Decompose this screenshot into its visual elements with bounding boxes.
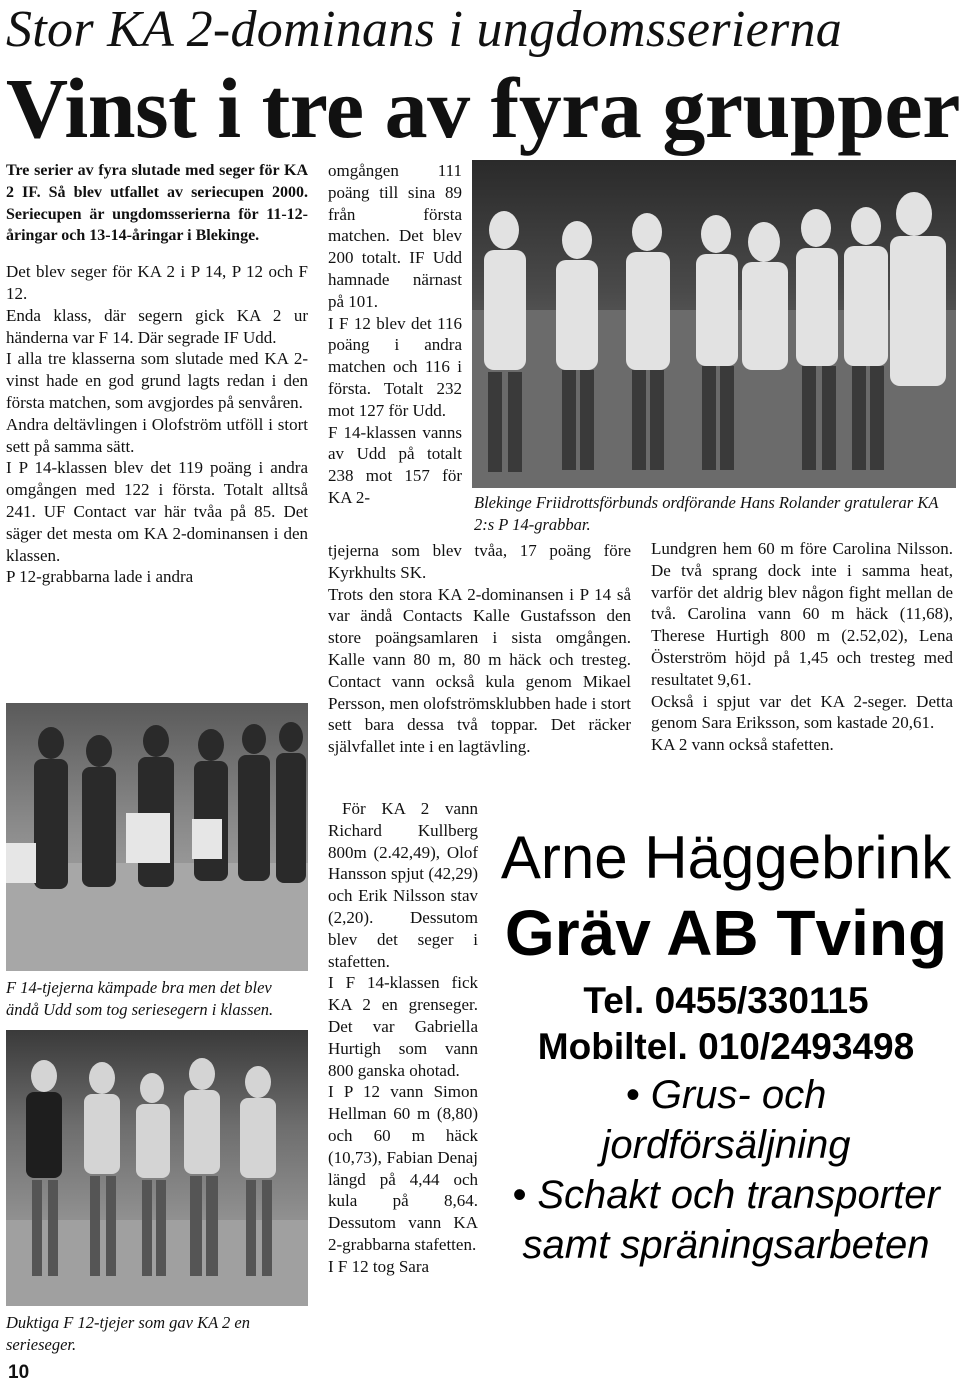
paragraph: I F 14-klassen fick KA 2 en grenseger. Det var Gabriella Hurtigh som vann 800 ganska ohotad. (328, 973, 478, 1080)
photo-f12-image (6, 1030, 308, 1306)
photo-p14-image (472, 160, 956, 488)
paragraph: I alla tre klasserna som slutade med KA 2-vinst hade en god grund lagts redan i den första matchen, som avgjordes på senvåren. (6, 349, 308, 412)
paragraph: I P 14-klassen blev det 119 poäng i andra omgången med 122 i första. Totalt alltså 241. UF Contact var här tvåa på 85. Det säger det mesta om KA 2-dominansen i den klassen. (6, 458, 308, 565)
paragraph: För KA 2 vann Richard Kullberg 800m (2.42,49), Olof Hansson spjut (42,29) och Erik Nilsson stav (2,20). Dessutom blev det seger i stafetten. (328, 799, 478, 971)
article-column-1 (6, 160, 308, 588)
paragraph: I F 12 blev det 116 poäng i andra matchen och 116 i första. Totalt 232 mot 127 för Udd. (328, 313, 462, 420)
article-column-2 (328, 160, 462, 509)
article-column-3 (651, 538, 953, 756)
paragraph: I F 12 tog Sara (328, 1256, 430, 1276)
paragraph: omgången 111 poäng till sina 89 från första matchen. Det blev 200 totalt. IF Udd hamnade närnast på 101. (328, 161, 462, 311)
ad-company: Gräv AB Tving (504, 897, 948, 969)
paragraph: Lundgren hem 60 m före Carolina Nilsson. De två sprang dock inte i samma heat, varför det aldrig blev någon fight mellan de två. Carolina vann 60 m häck (11,68), Therese Hurtigh 800 m (2.52,02), Lena Österström höjd på 1,45 och tresteg med resultatet 9,61. (651, 539, 953, 689)
paragraph: I P 12 vann Simon Hellman 60 m (8,80) och 60 m häck (10,73), Fabian Denaj längd på 4,44 och kula på 8,64. Dessutom vann KA 2-grabbarna stafetten. (328, 1082, 478, 1254)
caption-p14: Blekinge Friidrottsförbunds ordförande Hans Rolander gratulerar KA 2:s P 14-grabbar. (474, 493, 939, 534)
paragraph: Enda klass, där segern gick KA 2 ur händerna var F 14. Där segrade IF Udd. (6, 305, 308, 347)
photo-f14-girls (6, 703, 308, 971)
ad-phone: Tel. 0455/330115 (583, 980, 869, 1021)
paragraph: F 14-klassen vanns av Udd på totalt 238 mot 157 för KA 2- (328, 422, 462, 507)
photo-p14-boys (472, 160, 956, 488)
article-column-2b (328, 540, 631, 758)
ad-name: Arne Häggebrink (500, 824, 952, 891)
ad-service-2: • Schakt och transporter samt spräningsarbeten (512, 1173, 940, 1267)
paragraph: Andra deltävlingen i Olofström utföll i stort sett på samma sätt. (6, 414, 308, 456)
ad-service-1: • Grus- och jordförsäljning (601, 1073, 851, 1167)
article-column-2c (328, 798, 478, 1278)
paragraph: Det blev seger för KA 2 i P 14, P 12 och F 12. (6, 262, 308, 303)
photo-f14-image (6, 703, 308, 971)
caption-f14: F 14-tjejerna kämpade bra men det blev ändå Udd som tog seriesegern i klassen. (6, 978, 274, 1019)
paragraph: Också i spjut var det KA 2-seger. Detta genom Sara Eriksson, som kastade 20,61. (651, 691, 953, 733)
advertisement (496, 822, 956, 1270)
photo-f12-girls (6, 1030, 308, 1306)
ad-mobile: Mobiltel. 010/2493498 (537, 1026, 915, 1067)
caption-f12: Duktiga F 12-tjejer som gav KA 2 en serieseger. (6, 1313, 250, 1354)
page-number: 10 (8, 1362, 30, 1383)
paragraph: tjejerna som blev tvåa, 17 poäng före Kyrkhults SK. (328, 541, 631, 582)
paragraph: P 12-grabbarna lade i andra (6, 567, 194, 587)
paragraph: Trots den stora KA 2-dominansen i P 14 så var ändå Contacts Kalle Gustafsson den store poängsamlaren i sista omgången. Kalle vann 80 m, 80 m häck och tresteg. Contact vann också kula genom Mikael Persson, men olofströmsklubben hade i stort sett bara dessa två toppar. Det räcker självfallet inte i en lagtävling. (328, 584, 631, 757)
article-lead: Tre serier av fyra slutade med seger för KA 2 IF. Så blev utfallet av seriecupen 2000. Seriecupen är ungdomsserierna för 11-12-åringar och 13-14-åringar i Blekinge. (6, 162, 308, 245)
kicker-headline: Stor KA 2-dominans i ungdomsserierna (6, 1, 843, 58)
main-headline: Vinst i tre av fyra grupper (6, 60, 960, 156)
paragraph: KA 2 vann också stafetten. (651, 735, 834, 755)
